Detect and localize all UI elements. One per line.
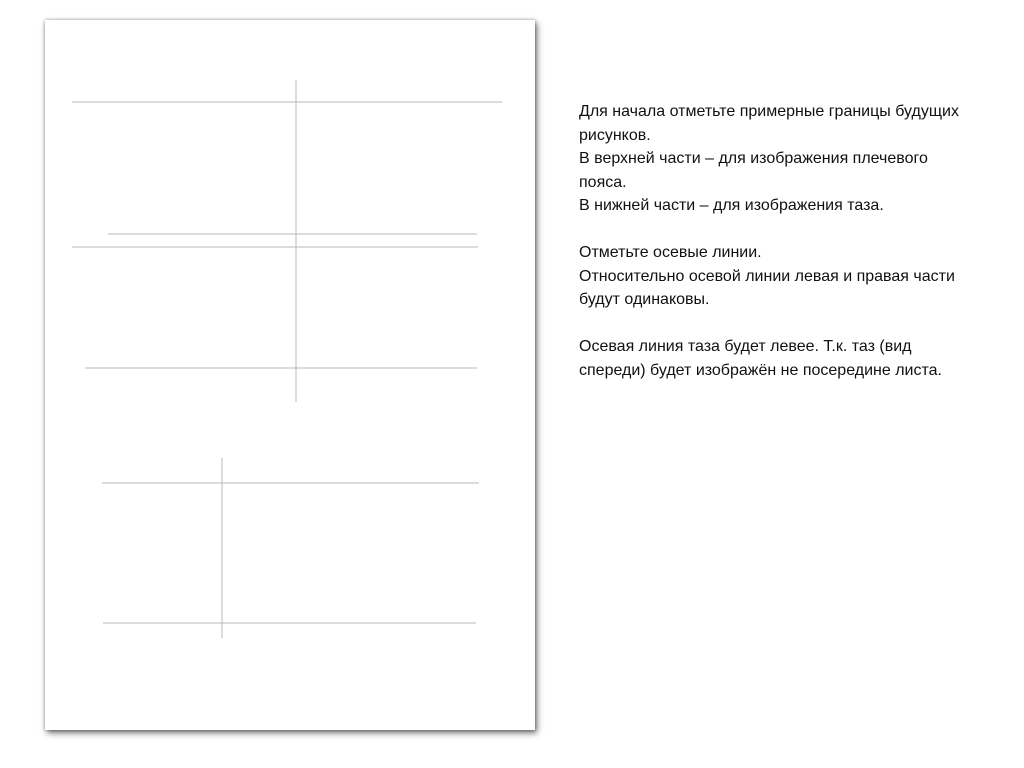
paragraph-gap [579,312,969,336]
paragraph-gap [579,218,969,242]
instruction-line: Отметьте осевые линии. [579,244,762,261]
guide-lines-drawing [45,20,535,730]
instruction-line: Относительно осевой линии левая и правая части будут одинаковы. [579,267,955,308]
instruction-line: В нижней части – для изображения таза. [579,197,884,214]
instruction-text [579,100,969,382]
instruction-line: Осевая линия таза будет левее. Т.к. таз (вид спереди) будет изображён не посередине листа. [579,338,942,379]
drawing-sheet [45,20,535,730]
instruction-line: В верхней части – для изображения плечевого пояса. [579,150,928,191]
instruction-line: Для начала отметьте примерные границы будущих рисунков. [579,103,959,144]
